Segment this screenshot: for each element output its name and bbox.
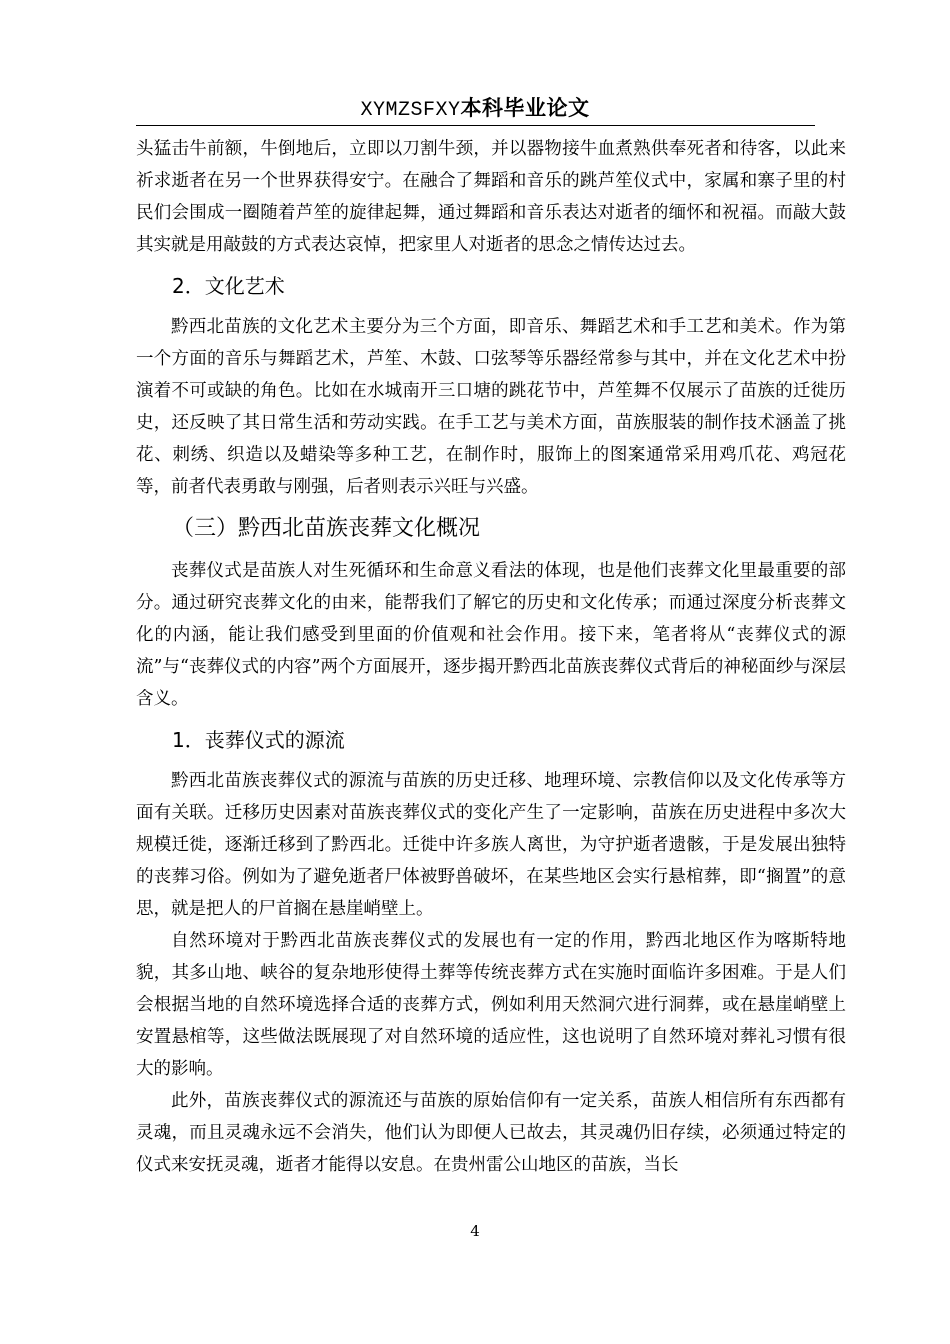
paragraph-funeral-overview: 丧葬仪式是苗族人对生死循环和生命意义看法的体现，也是他们丧葬文化里最重要的部分。通过研究丧葬文化的由来，能帮我们了解它的历史和文化传承；而通过深度分析丧葬文化的内涵，能让我们感受到里面的价值观和社会作用。接下来，笔者将从“丧葬仪式的源流”与“丧葬仪式的内容”两个方面展开，逐步揭开黔西北苗族丧葬仪式背后的神秘面纱与深层含义。 [136, 561, 846, 709]
subheading-culture-art: 2．文化艺术 [172, 274, 285, 298]
header-thesis-label: 本科毕业论文 [460, 96, 590, 120]
paragraph-primitive-belief: 此外，苗族丧葬仪式的源流还与苗族的原始信仰有一定关系，苗族人相信所有东西都有灵魂，而且灵魂永远不会消失，他们认为即便人已故去，其灵魂仍旧存续，必须通过特定的仪式来安抚灵魂，逝者才能得以安息。在贵州雷公山地区的苗族，当长 [136, 1091, 846, 1175]
header-rule [136, 125, 815, 126]
paragraph-sacrifice-continued: 头猛击牛前额，牛倒地后，立即以刀割牛颈，并以器物接牛血煮熟供奉死者和待客，以此来祈求逝者在另一个世界获得安宁。在融合了舞蹈和音乐的跳芦笙仪式中，家属和寨子里的村民们会围成一圈随着芦笙的旋律起舞，通过舞蹈和音乐表达对逝者的缅怀和祝福。而敲大鼓其实就是用敲鼓的方式表达哀悼，把家里人对逝者的思念之情传达过去。 [136, 139, 846, 255]
paragraph-culture-art: 黔西北苗族的文化艺术主要分为三个方面，即音乐、舞蹈艺术和手工艺和美术。作为第一个方面的音乐与舞蹈艺术，芦笙、木鼓、口弦琴等乐器经常参与其中，并在文化艺术中扮演着不可或缺的角色。比如在水城南开三口塘的跳花节中，芦笙舞不仅展示了苗族的迁徙历史，还反映了其日常生活和劳动实践。在手工艺与美术方面，苗族服装的制作技术涵盖了挑花、刺绣、织造以及蜡染等多种工艺，在制作时，服饰上的图案通常采用鸡爪花、鸡冠花等，前者代表勇敢与刚强，后者则表示兴旺与兴盛。 [136, 317, 846, 497]
paragraph-migration-origin: 黔西北苗族丧葬仪式的源流与苗族的历史迁移、地理环境、宗教信仰以及文化传承等方面有关联。迁移历史因素对苗族丧葬仪式的变化产生了一定影响，苗族在历史进程中多次大规模迁徙，逐渐迁移到了黔西北。迁徙中许多族人离世，为守护逝者遗骸，于是发展出独特的丧葬习俗。例如为了避免逝者尸体被野兽破坏，在某些地区会实行悬棺葬，即“搁置”的意思，就是把人的尸首搁在悬崖峭壁上。 [136, 771, 846, 919]
page-body [136, 133, 846, 1181]
page-number: 4 [470, 1222, 480, 1240]
paragraph-natural-environment: 自然环境对于黔西北苗族丧葬仪式的发展也有一定的作用，黔西北地区作为喀斯特地貌，其多山地、峡谷的复杂地形使得土葬等传统丧葬方式在实施时面临许多困难。于是人们会根据当地的自然环境选择合适的丧葬方式，例如利用天然洞穴进行洞葬，或在悬崖峭壁上安置悬棺等，这些做法既展现了对自然环境的适应性，这也说明了自然环境对葬礼习惯有很大的影响。 [136, 931, 846, 1079]
running-header [0, 92, 950, 122]
subheading-funeral-origin: 1．丧葬仪式的源流 [172, 728, 345, 752]
header-school-code: XYMZSFXY [360, 99, 461, 122]
section-heading-funeral-culture: （三）黔西北苗族丧葬文化概况 [172, 516, 481, 541]
